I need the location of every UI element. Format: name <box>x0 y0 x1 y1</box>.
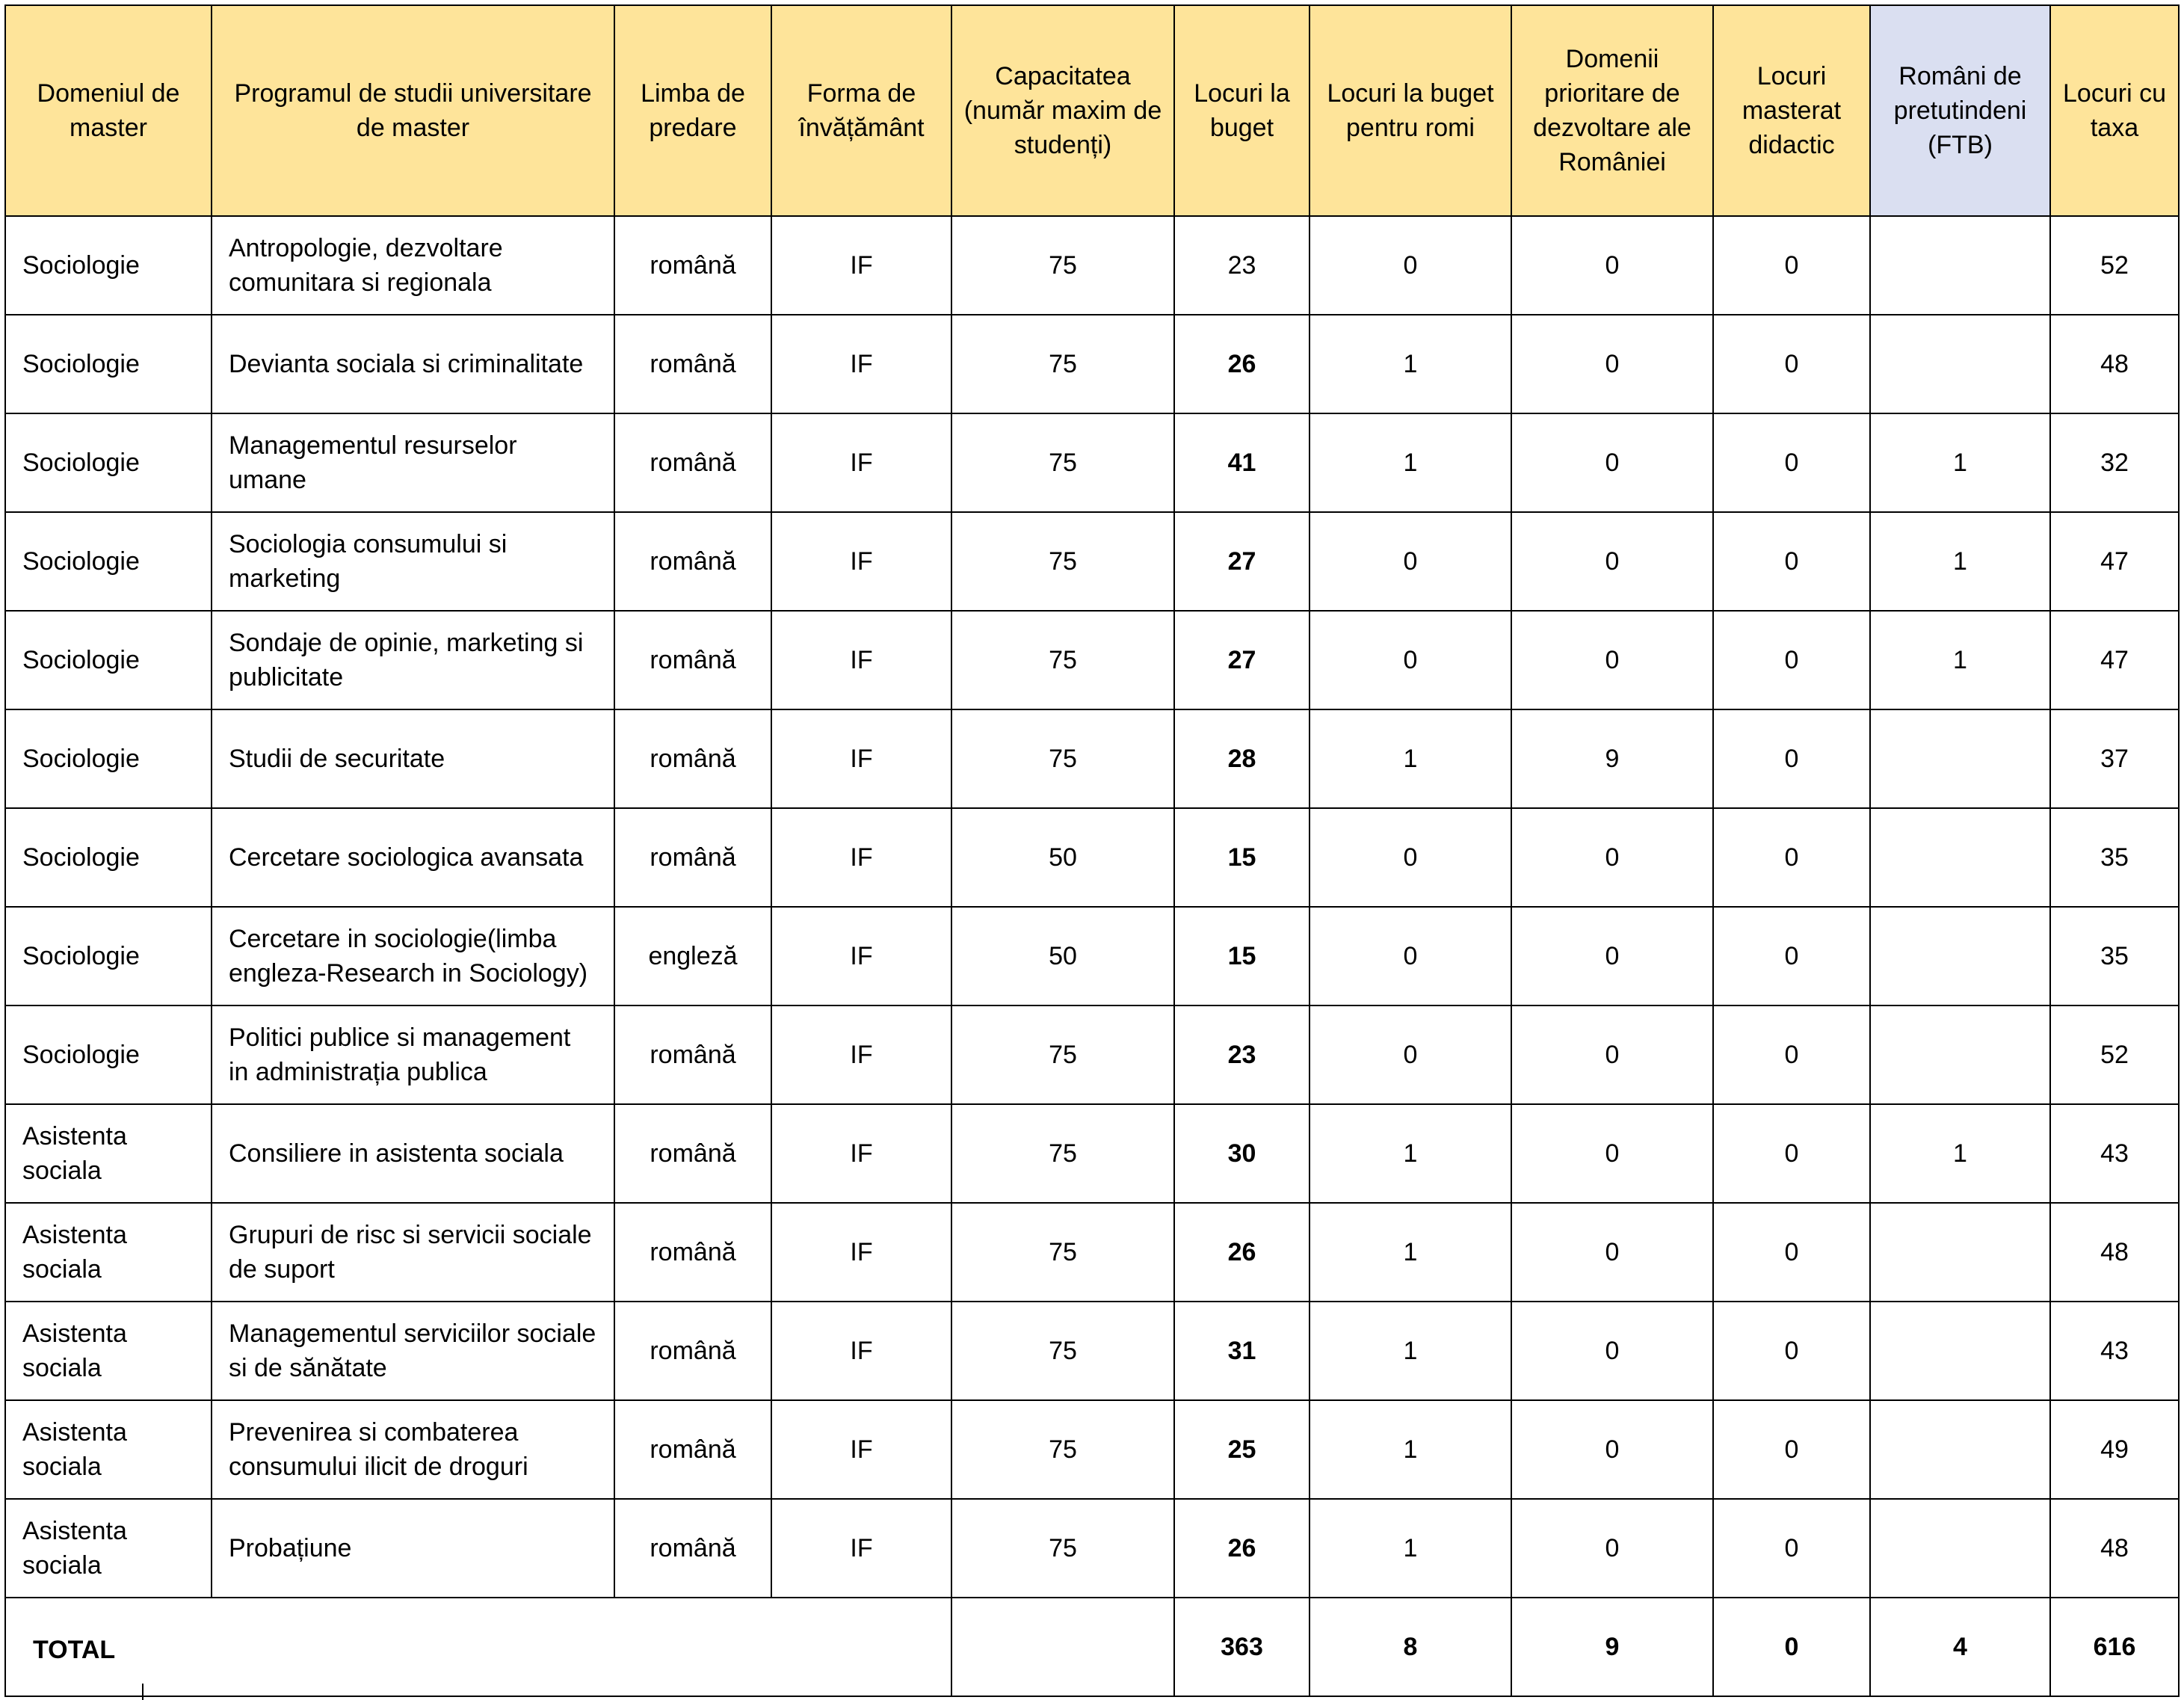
cell-fee: 52 <box>2050 216 2179 315</box>
total-didactic: 0 <box>1713 1598 1870 1696</box>
cell-ftb <box>1870 907 2050 1005</box>
cell-ftb <box>1870 1203 2050 1302</box>
cell-roma: 0 <box>1310 216 1511 315</box>
cell-ftb <box>1870 1005 2050 1104</box>
cell-budget: 27 <box>1174 512 1310 611</box>
header-roma: Locuri la buget pentru romi <box>1310 5 1511 216</box>
cell-domain: Sociologie <box>5 907 212 1005</box>
cell-roma: 0 <box>1310 808 1511 907</box>
cell-form: IF <box>771 1104 951 1203</box>
cell-domain: Sociologie <box>5 611 212 709</box>
cell-fee: 37 <box>2050 709 2179 808</box>
header-budget: Locuri la buget <box>1174 5 1310 216</box>
cell-priority: 0 <box>1511 1400 1713 1499</box>
cell-form: IF <box>771 1005 951 1104</box>
cell-program: Studii de securitate <box>212 709 614 808</box>
cell-ftb <box>1870 808 2050 907</box>
total-roma: 8 <box>1310 1598 1511 1696</box>
table-row <box>5 512 2179 611</box>
cell-capacity: 75 <box>951 413 1174 512</box>
header-ftb: Români de pretutindeni (FTB) <box>1870 5 2050 216</box>
cell-fee: 35 <box>2050 907 2179 1005</box>
cell-ftb <box>1870 315 2050 413</box>
cell-roma: 1 <box>1310 1203 1511 1302</box>
cell-fee: 35 <box>2050 808 2179 907</box>
cell-language: română <box>614 611 771 709</box>
header-row <box>5 5 2179 216</box>
cell-roma: 0 <box>1310 907 1511 1005</box>
cell-roma: 1 <box>1310 1302 1511 1400</box>
cell-roma: 0 <box>1310 512 1511 611</box>
cell-roma: 1 <box>1310 1104 1511 1203</box>
table-row <box>5 413 2179 512</box>
table-row <box>5 1104 2179 1203</box>
cell-fee: 32 <box>2050 413 2179 512</box>
cell-budget: 15 <box>1174 907 1310 1005</box>
cell-didactic: 0 <box>1713 1302 1870 1400</box>
cell-didactic: 0 <box>1713 216 1870 315</box>
cell-form: IF <box>771 808 951 907</box>
cell-budget: 15 <box>1174 808 1310 907</box>
cell-form: IF <box>771 315 951 413</box>
cell-domain: Sociologie <box>5 709 212 808</box>
cell-fee: 43 <box>2050 1104 2179 1203</box>
cell-capacity: 75 <box>951 512 1174 611</box>
cell-didactic: 0 <box>1713 611 1870 709</box>
cell-ftb: 1 <box>1870 512 2050 611</box>
cell-fee: 48 <box>2050 315 2179 413</box>
master-places-table <box>4 4 2180 1697</box>
cell-priority: 0 <box>1511 611 1713 709</box>
cell-domain: Asistenta sociala <box>5 1104 212 1203</box>
header-capacity: Capacitatea (număr maxim de studenți) <box>951 5 1174 216</box>
cell-fee: 47 <box>2050 611 2179 709</box>
cell-roma: 0 <box>1310 611 1511 709</box>
cell-form: IF <box>771 907 951 1005</box>
cell-domain: Sociologie <box>5 315 212 413</box>
table-row <box>5 1302 2179 1400</box>
header-fee: Locuri cu taxa <box>2050 5 2179 216</box>
cell-capacity: 75 <box>951 216 1174 315</box>
header-priority: Domenii prioritare de dezvoltare ale României <box>1511 5 1713 216</box>
cell-budget: 23 <box>1174 1005 1310 1104</box>
cell-program: Politici publice si management in administrația publica <box>212 1005 614 1104</box>
cell-domain: Asistenta sociala <box>5 1499 212 1598</box>
cell-ftb: 1 <box>1870 413 2050 512</box>
cell-form: IF <box>771 1400 951 1499</box>
cell-domain: Asistenta sociala <box>5 1203 212 1302</box>
cell-budget: 28 <box>1174 709 1310 808</box>
cell-didactic: 0 <box>1713 1400 1870 1499</box>
cell-ftb <box>1870 1499 2050 1598</box>
cell-language: română <box>614 808 771 907</box>
cell-priority: 0 <box>1511 1302 1713 1400</box>
cell-priority: 0 <box>1511 1499 1713 1598</box>
cell-language: română <box>614 1400 771 1499</box>
cell-capacity: 75 <box>951 1005 1174 1104</box>
cell-program: Managementul serviciilor sociale si de sănătate <box>212 1302 614 1400</box>
header-didactic: Locuri masterat didactic <box>1713 5 1870 216</box>
cell-budget: 26 <box>1174 1203 1310 1302</box>
cell-domain: Asistenta sociala <box>5 1400 212 1499</box>
cell-didactic: 0 <box>1713 1203 1870 1302</box>
cell-budget: 26 <box>1174 315 1310 413</box>
cell-ftb <box>1870 1400 2050 1499</box>
cell-fee: 47 <box>2050 512 2179 611</box>
header-domain: Domeniul de master <box>5 5 212 216</box>
total-fee: 616 <box>2050 1598 2179 1696</box>
cell-fee: 49 <box>2050 1400 2179 1499</box>
table-row <box>5 1499 2179 1598</box>
cell-didactic: 0 <box>1713 413 1870 512</box>
cell-capacity: 75 <box>951 611 1174 709</box>
cell-capacity: 75 <box>951 1104 1174 1203</box>
cell-program: Managementul resurselor umane <box>212 413 614 512</box>
cell-form: IF <box>771 1499 951 1598</box>
cell-language: română <box>614 512 771 611</box>
cell-budget: 26 <box>1174 1499 1310 1598</box>
cell-roma: 1 <box>1310 413 1511 512</box>
cell-language: română <box>614 1302 771 1400</box>
cell-priority: 0 <box>1511 907 1713 1005</box>
cell-domain: Asistenta sociala <box>5 1302 212 1400</box>
total-label: TOTAL <box>5 1598 951 1696</box>
cell-language: română <box>614 216 771 315</box>
cell-form: IF <box>771 611 951 709</box>
cell-language: română <box>614 315 771 413</box>
total-ftb: 4 <box>1870 1598 2050 1696</box>
cell-didactic: 0 <box>1713 808 1870 907</box>
total-priority: 9 <box>1511 1598 1713 1696</box>
cell-roma: 1 <box>1310 1400 1511 1499</box>
cell-priority: 0 <box>1511 1005 1713 1104</box>
cell-priority: 0 <box>1511 1104 1713 1203</box>
cell-priority: 0 <box>1511 512 1713 611</box>
table-footer <box>5 1598 2179 1696</box>
table-header <box>5 5 2179 216</box>
cell-program: Antropologie, dezvoltare comunitara si regionala <box>212 216 614 315</box>
cell-domain: Sociologie <box>5 1005 212 1104</box>
cell-fee: 52 <box>2050 1005 2179 1104</box>
cell-program: Prevenirea si combaterea consumului ilicit de droguri <box>212 1400 614 1499</box>
cell-capacity: 75 <box>951 1400 1174 1499</box>
cell-language: română <box>614 1005 771 1104</box>
cell-program: Consiliere in asistenta sociala <box>212 1104 614 1203</box>
cell-ftb <box>1870 216 2050 315</box>
cell-language: engleză <box>614 907 771 1005</box>
cell-budget: 25 <box>1174 1400 1310 1499</box>
total-budget: 363 <box>1174 1598 1310 1696</box>
header-form: Forma de învățământ <box>771 5 951 216</box>
header-program: Programul de studii universitare de master <box>212 5 614 216</box>
cell-program: Cercetare sociologica avansata <box>212 808 614 907</box>
cell-program: Sociologia consumului si marketing <box>212 512 614 611</box>
cell-language: română <box>614 1499 771 1598</box>
cell-program: Cercetare in sociologie(limba engleza-Research in Sociology) <box>212 907 614 1005</box>
table-row <box>5 1005 2179 1104</box>
cell-fee: 48 <box>2050 1499 2179 1598</box>
table-body <box>5 216 2179 1598</box>
cell-priority: 9 <box>1511 709 1713 808</box>
table-row <box>5 1203 2179 1302</box>
cell-fee: 43 <box>2050 1302 2179 1400</box>
cell-priority: 0 <box>1511 315 1713 413</box>
cell-didactic: 0 <box>1713 315 1870 413</box>
cell-didactic: 0 <box>1713 1005 1870 1104</box>
cell-fee: 48 <box>2050 1203 2179 1302</box>
cell-ftb <box>1870 709 2050 808</box>
cell-roma: 0 <box>1310 1005 1511 1104</box>
cell-roma: 1 <box>1310 1499 1511 1598</box>
cell-priority: 0 <box>1511 413 1713 512</box>
total-capacity <box>951 1598 1174 1696</box>
cell-capacity: 75 <box>951 1302 1174 1400</box>
cell-budget: 27 <box>1174 611 1310 709</box>
page-edge-mark <box>142 1684 144 1700</box>
cell-language: română <box>614 1104 771 1203</box>
cell-program: Sondaje de opinie, marketing si publicitate <box>212 611 614 709</box>
cell-language: română <box>614 1203 771 1302</box>
cell-domain: Sociologie <box>5 216 212 315</box>
cell-form: IF <box>771 413 951 512</box>
cell-didactic: 0 <box>1713 512 1870 611</box>
table-row <box>5 907 2179 1005</box>
cell-roma: 1 <box>1310 709 1511 808</box>
cell-ftb: 1 <box>1870 611 2050 709</box>
cell-budget: 41 <box>1174 413 1310 512</box>
cell-capacity: 75 <box>951 1203 1174 1302</box>
cell-ftb <box>1870 1302 2050 1400</box>
table-row <box>5 315 2179 413</box>
cell-budget: 31 <box>1174 1302 1310 1400</box>
cell-form: IF <box>771 709 951 808</box>
cell-capacity: 75 <box>951 315 1174 413</box>
cell-priority: 0 <box>1511 808 1713 907</box>
cell-budget: 30 <box>1174 1104 1310 1203</box>
table-row <box>5 808 2179 907</box>
cell-didactic: 0 <box>1713 709 1870 808</box>
cell-form: IF <box>771 216 951 315</box>
cell-roma: 1 <box>1310 315 1511 413</box>
table-row <box>5 709 2179 808</box>
cell-didactic: 0 <box>1713 907 1870 1005</box>
cell-budget: 23 <box>1174 216 1310 315</box>
cell-form: IF <box>771 1203 951 1302</box>
cell-capacity: 75 <box>951 709 1174 808</box>
cell-program: Grupuri de risc si servicii sociale de suport <box>212 1203 614 1302</box>
cell-domain: Sociologie <box>5 512 212 611</box>
cell-form: IF <box>771 512 951 611</box>
total-row <box>5 1598 2179 1696</box>
cell-capacity: 50 <box>951 808 1174 907</box>
cell-form: IF <box>771 1302 951 1400</box>
cell-program: Devianta sociala si criminalitate <box>212 315 614 413</box>
header-language: Limba de predare <box>614 5 771 216</box>
cell-priority: 0 <box>1511 1203 1713 1302</box>
cell-capacity: 50 <box>951 907 1174 1005</box>
cell-ftb: 1 <box>1870 1104 2050 1203</box>
cell-didactic: 0 <box>1713 1104 1870 1203</box>
cell-language: română <box>614 709 771 808</box>
table-row <box>5 1400 2179 1499</box>
cell-program: Probațiune <box>212 1499 614 1598</box>
table-row <box>5 611 2179 709</box>
cell-priority: 0 <box>1511 216 1713 315</box>
cell-didactic: 0 <box>1713 1499 1870 1598</box>
cell-domain: Sociologie <box>5 808 212 907</box>
cell-capacity: 75 <box>951 1499 1174 1598</box>
cell-language: română <box>614 413 771 512</box>
cell-domain: Sociologie <box>5 413 212 512</box>
table-row <box>5 216 2179 315</box>
